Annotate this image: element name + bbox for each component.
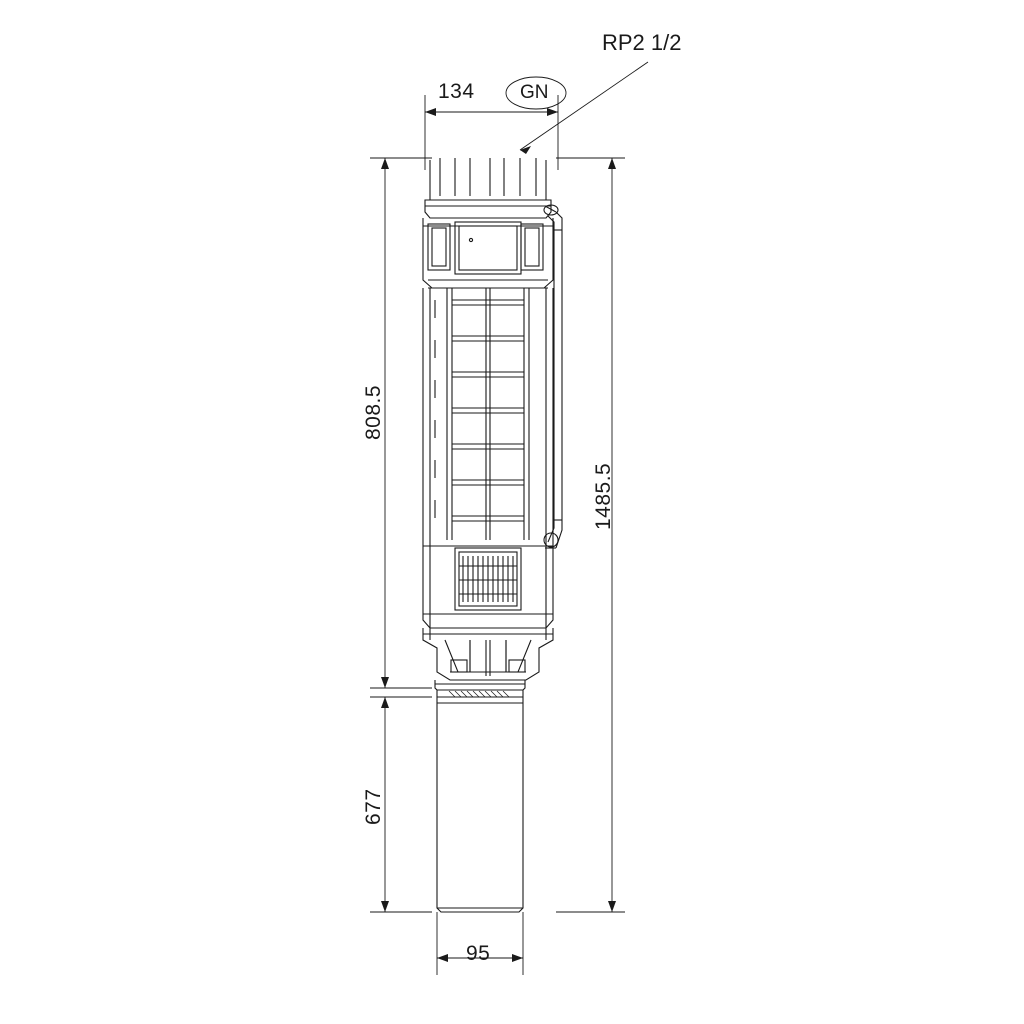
callout-rp2-thread: RP2 1/2 xyxy=(602,30,682,55)
pump-stage-stack xyxy=(423,288,553,540)
motor-coupling-bracket xyxy=(423,628,553,680)
dimension-overall-length-label: 1485.5 xyxy=(592,462,615,530)
dimension-top-width-label: 134 xyxy=(438,80,475,103)
dimension-motor-length-label: 677 xyxy=(362,788,385,825)
discharge-head-body xyxy=(423,200,553,288)
suction-strainer xyxy=(423,540,553,628)
dimension-pump-length-label: 808.5 xyxy=(362,384,385,440)
gn-marker-label: GN xyxy=(520,82,549,103)
motor-body xyxy=(435,680,525,912)
discharge-port-group xyxy=(430,158,546,200)
dimension-motor-diameter-label: 95 xyxy=(466,942,491,965)
